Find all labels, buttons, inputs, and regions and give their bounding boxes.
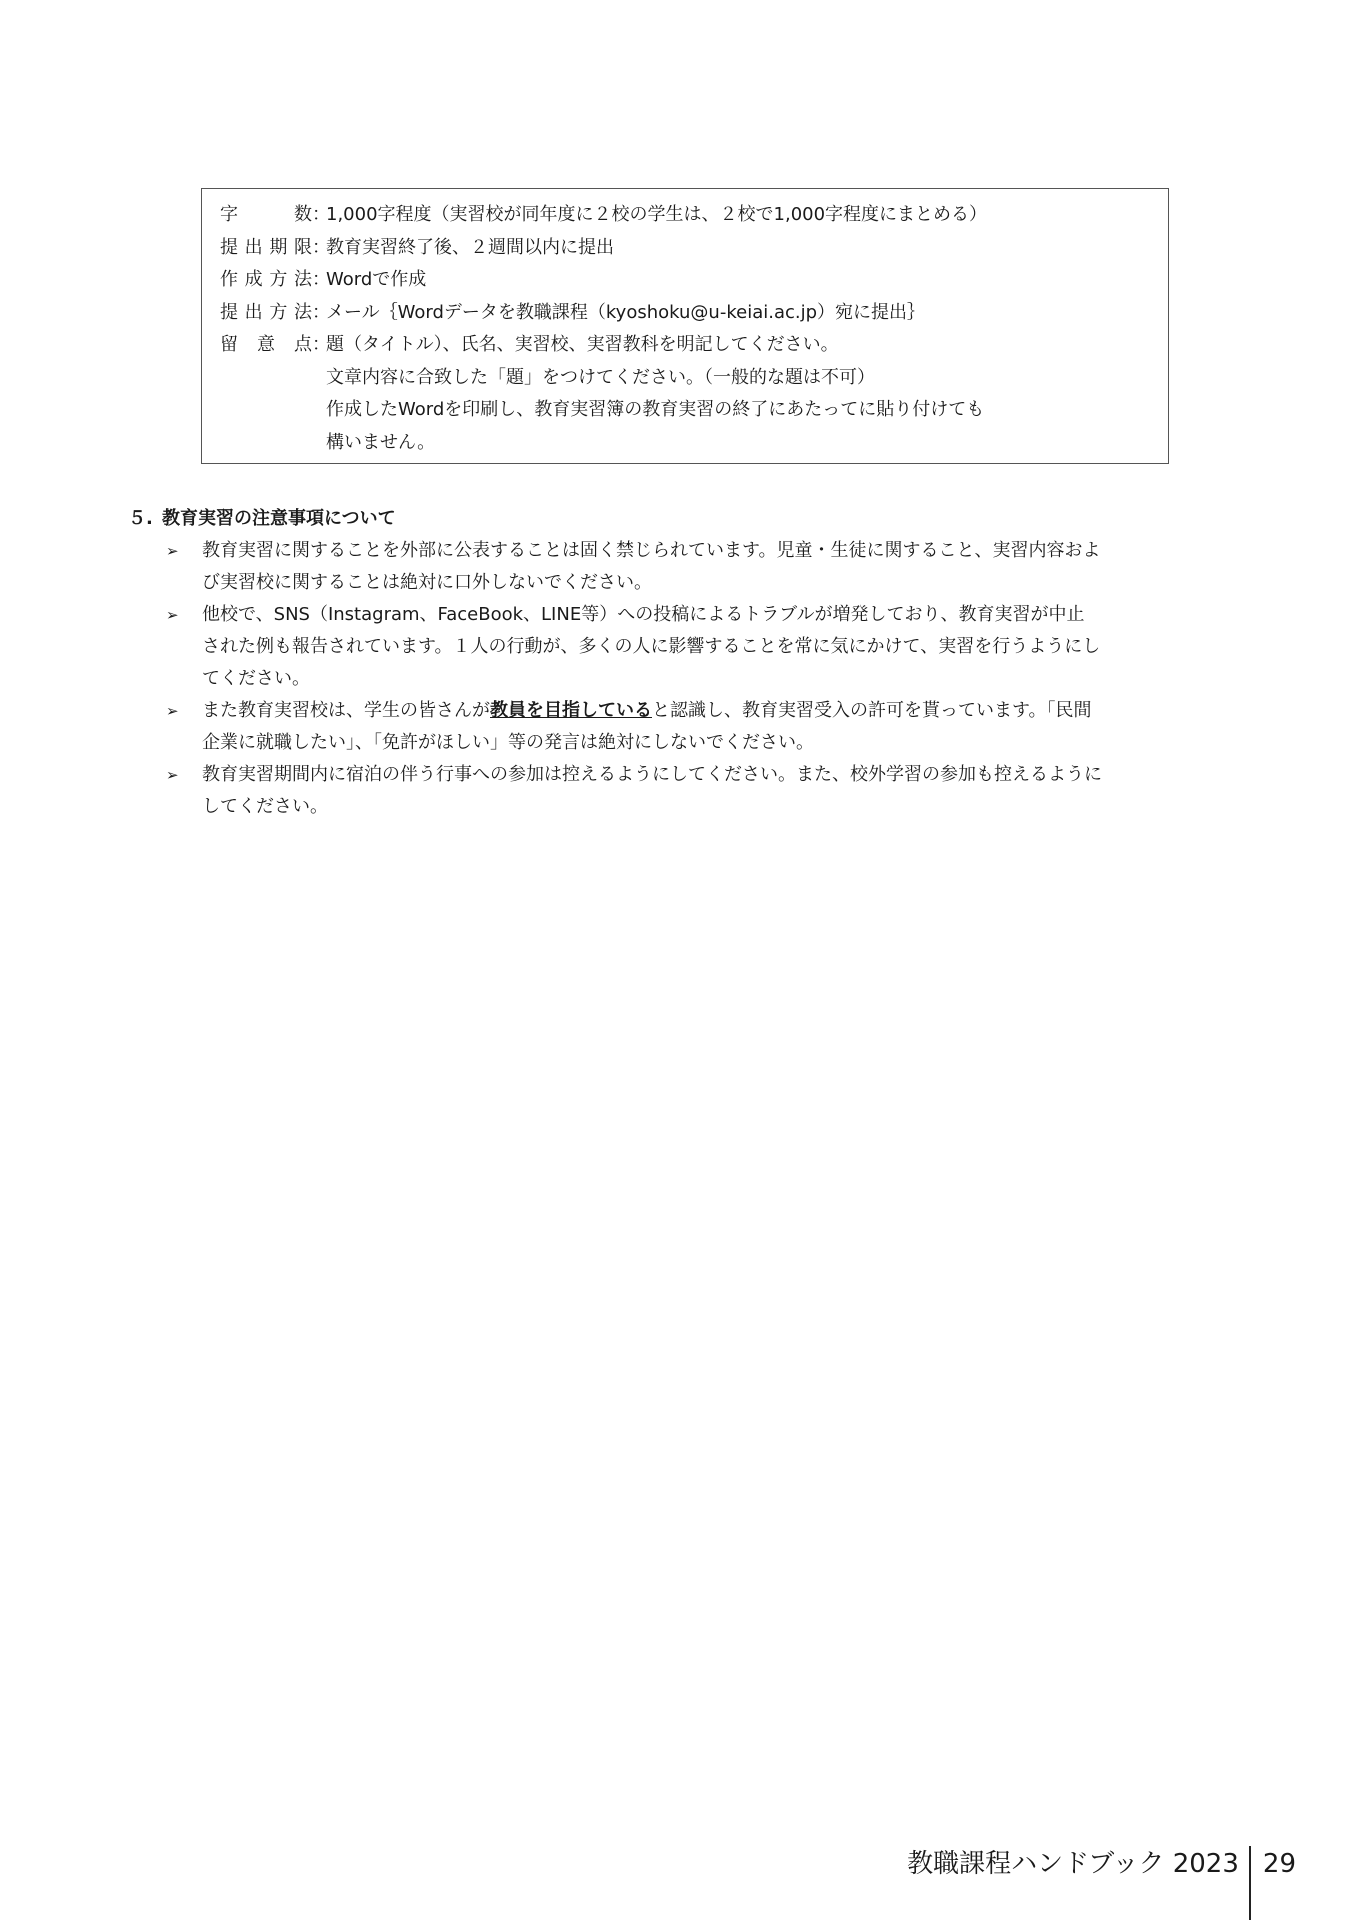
notes-continuation-line: 作成したWordを印刷し、教育実習簿の教育実習の終了にあたってに貼り付けても (326, 399, 985, 420)
list-item (166, 759, 1173, 823)
info-row-submission-method (220, 297, 1168, 330)
info-separator: ： (312, 301, 330, 323)
text-segment: また教育実習校は、学生の皆さんが (202, 700, 490, 721)
section-title: 教育実習の注意事項について (162, 508, 396, 529)
section-practicum-precautions (128, 503, 1173, 823)
info-row-notes (220, 329, 1168, 362)
emphasized-text: 教員を目指している (490, 700, 652, 721)
info-separator: ： (312, 236, 330, 258)
info-separator: ： (312, 204, 330, 225)
info-row-char-count (220, 199, 1168, 232)
precaution-list (128, 535, 1173, 823)
info-separator: ： (312, 269, 330, 290)
page-footer (907, 1846, 1296, 1920)
list-item-text (202, 759, 1173, 823)
text-line: 企業に就職したい」、「免許がほしい」等の発言は絶対にしないでください。 (202, 732, 814, 753)
text-line: 他校で、SNS（Instagram、FaceBook、LINE等）への投稿によるトラブルが増発しており、教育実習が中止 (202, 604, 1085, 625)
list-item-text (202, 599, 1173, 695)
info-label: 留意点 (220, 334, 312, 355)
list-item (166, 535, 1173, 599)
info-value: メール｛Wordデータを教職課程（kyoshoku@u-keiai.ac.jp）宛に提出｝ (326, 301, 926, 323)
section-number: ５. (128, 508, 153, 529)
list-item (166, 599, 1173, 695)
info-row-creation-method (220, 264, 1168, 297)
section-heading (128, 503, 1173, 535)
text-line: 教育実習期間内に宿泊の伴う行事への参加は控えるようにしてください。また、校外学習の参加も控えるように (202, 764, 1102, 785)
info-label: 字 数 (220, 204, 312, 225)
arrow-bullet-icon: ➢ (166, 702, 179, 720)
text-line: 教育実習に関することを外部に公表することは固く禁じられています。児童・生徒に関すること、実習内容およ (202, 540, 1101, 561)
notes-continuation-line: 文章内容に合致した「題」をつけてください。（一般的な題は不可） (326, 366, 875, 388)
handbook-title: 教職課程ハンドブック 2023 (907, 1849, 1239, 1879)
list-item-text (202, 535, 1173, 599)
page-number: 29 (1262, 1849, 1296, 1879)
text-line: てください。 (202, 668, 310, 689)
list-item (166, 695, 1173, 759)
list-item-text (202, 695, 1173, 759)
info-separator: ： (312, 334, 330, 355)
info-value: Wordで作成 (326, 269, 427, 290)
text-line: び実習校に関することは絶対に口外しないでください。 (202, 572, 652, 593)
text-segment: と認識し、教育実習受入の許可を貰っています。「民間 (652, 700, 1092, 721)
arrow-bullet-icon: ➢ (166, 542, 179, 560)
text-line: してください。 (202, 796, 328, 817)
info-label: 提出方法 (220, 301, 312, 323)
info-row-deadline (220, 232, 1168, 265)
text-line: された例も報告されています。１人の行動が、多くの人に影響することを常に気にかけて、実習を行うようにし (202, 636, 1101, 657)
info-value: 1,000字程度（実習校が同年度に２校の学生は、２校で1,000字程度にまとめる） (326, 204, 988, 225)
text-line (202, 695, 1173, 727)
info-label: 提出期限 (220, 236, 312, 258)
info-value: 教育実習終了後、２週間以内に提出 (326, 236, 614, 258)
submission-info-box (201, 188, 1169, 464)
info-value: 題（タイトル）、氏名、実習校、実習教科を明記してください。 (326, 334, 839, 355)
info-label: 作成方法 (220, 269, 312, 290)
arrow-bullet-icon: ➢ (166, 606, 179, 624)
arrow-bullet-icon: ➢ (166, 766, 179, 784)
notes-continuation-line: 構いません。 (326, 431, 436, 453)
